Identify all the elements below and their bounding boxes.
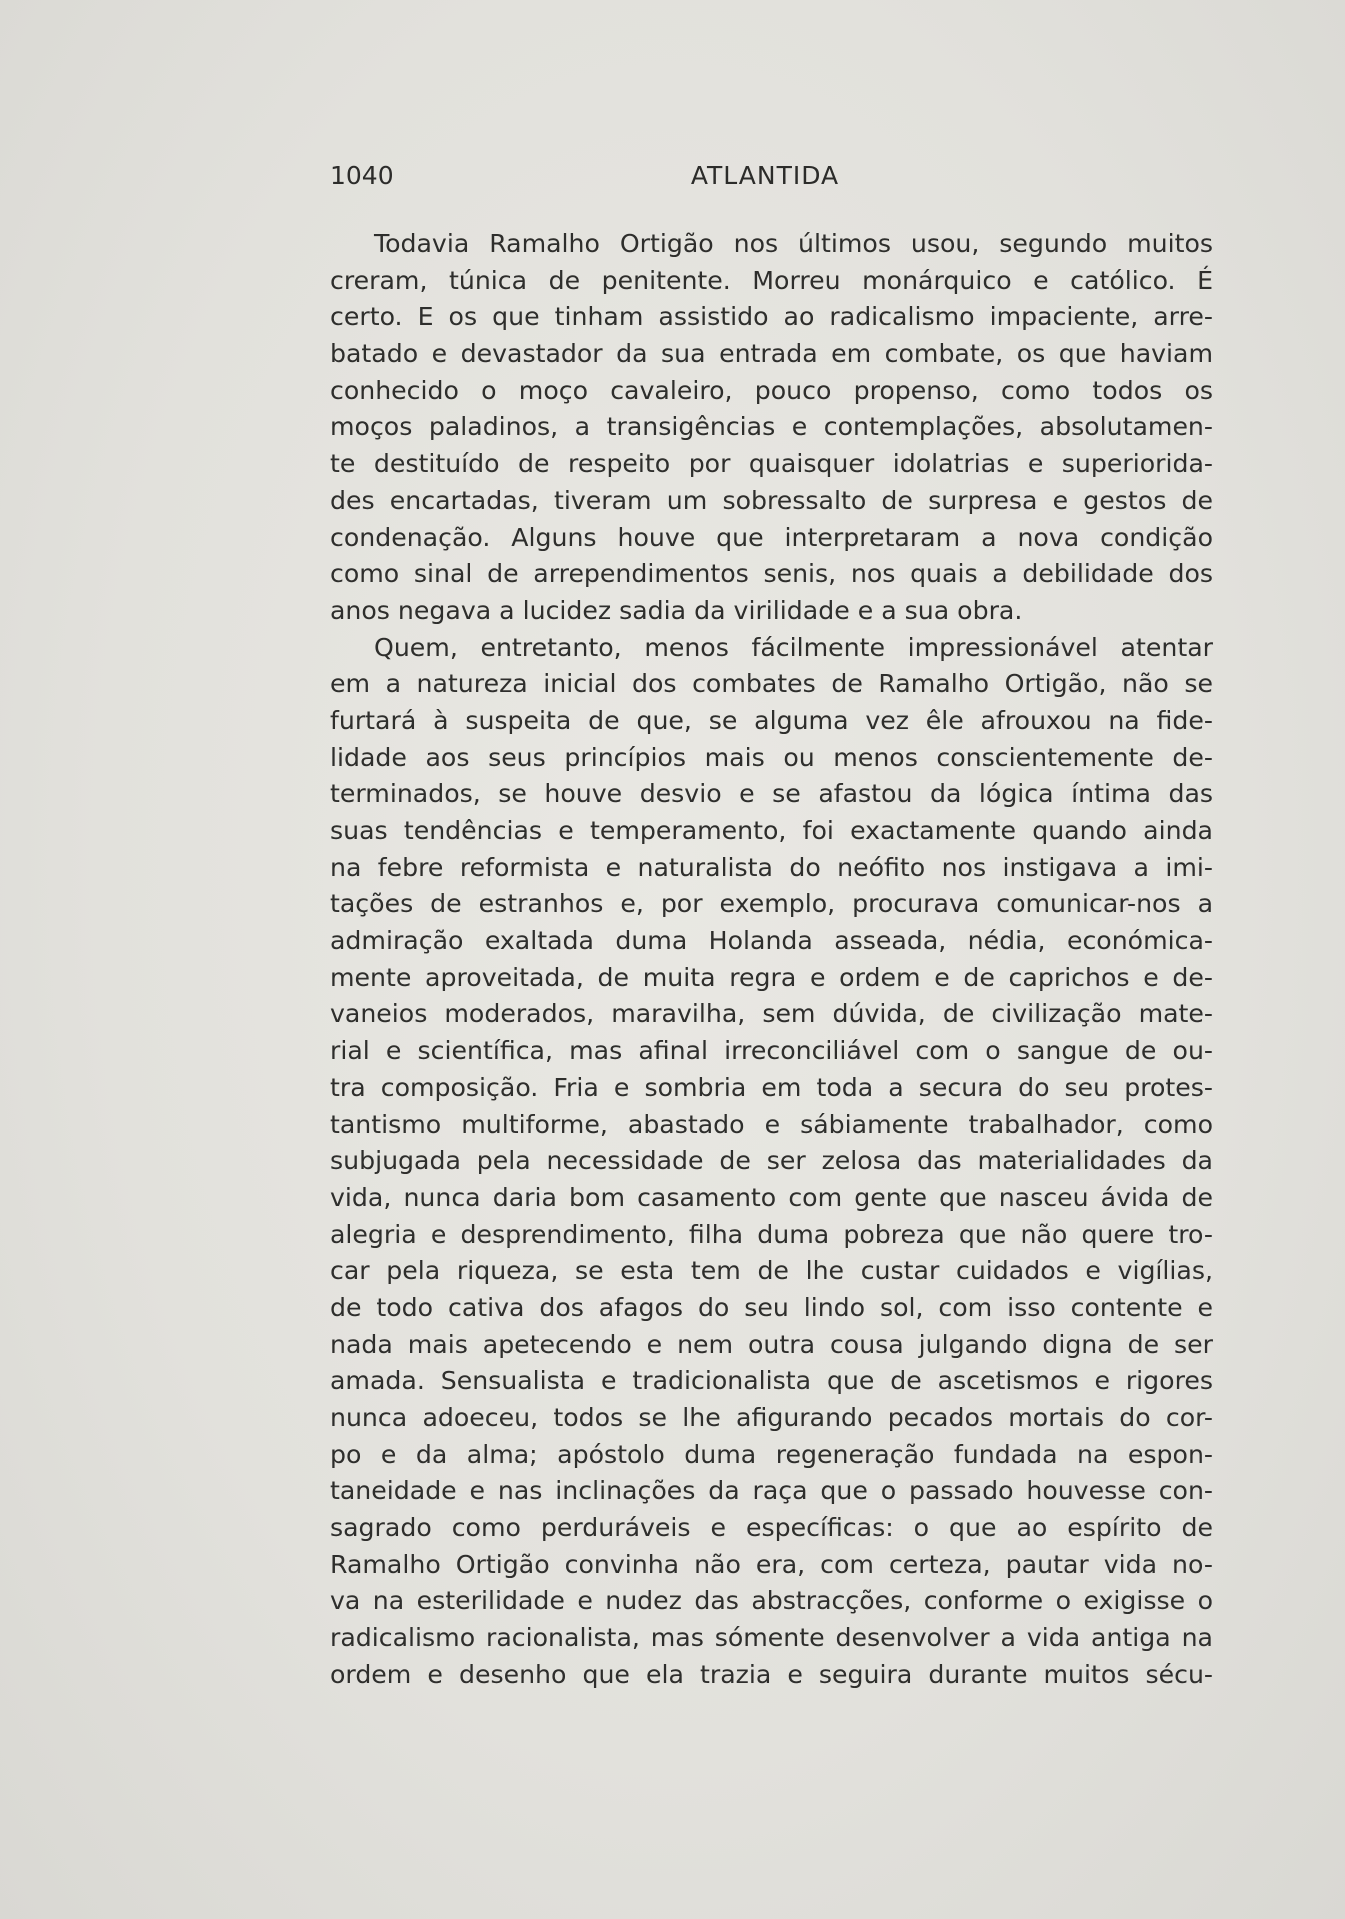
text-line: vida, nunca daria bom casamento com gente que nasceu ávida de <box>330 1182 1213 1212</box>
text-line: em a natureza inicial dos combates de Ramalho Ortigão, não se <box>330 669 1213 699</box>
text-line: subjugada pela necessidade de ser zelosa das materialidades da <box>330 1146 1213 1176</box>
text-line: suas tendências e temperamento, foi exactamente quando ainda <box>330 816 1213 845</box>
text-line: tantismo multiforme, abastado e sábiamente trabalhador, como <box>330 1109 1213 1139</box>
text-line: taneidade e nas inclinações da raça que o passado houvesse con- <box>330 1476 1213 1506</box>
text-line: va na esterilidade e nudez das abstracções, conforme o exigisse o <box>330 1586 1213 1616</box>
text-line: terminados, se houve desvio e se afastou da lógica íntima das <box>330 779 1213 809</box>
page-header <box>330 161 1200 195</box>
text-line: te destituído de respeito por quaisquer idolatrias e superiorida- <box>330 449 1213 479</box>
text-line: batado e devastador da sua entrada em combate, os que haviam <box>330 339 1213 369</box>
text-line: de todo cativa dos afagos do seu lindo sol, com isso contente e <box>330 1292 1213 1322</box>
text-line: condenação. Alguns houve que interpretaram a nova condição <box>330 522 1213 552</box>
running-title: ATLANTIDA <box>690 161 840 190</box>
page-number: 1040 <box>330 161 394 190</box>
text-line: Quem, entretanto, menos fácilmente impressionável atentar <box>374 632 1213 662</box>
text-line: na febre reformista e naturalista do neófito nos instigava a imi- <box>330 852 1213 882</box>
text-line: conhecido o moço cavaleiro, pouco propenso, como todos os <box>330 375 1213 405</box>
text-line: alegria e desprendimento, filha duma pobreza que não quere tro- <box>330 1219 1213 1249</box>
text-line: Ramalho Ortigão convinha não era, com certeza, pautar vida no- <box>330 1549 1213 1579</box>
text-line: sagrado como perduráveis e específicas: o que ao espírito de <box>330 1513 1213 1543</box>
text-line: amada. Sensualista e tradicionalista que de ascetismos e rigores <box>330 1366 1213 1396</box>
text-line: radicalismo racionalista, mas sómente desenvolver a vida antiga na <box>330 1623 1213 1653</box>
text-line: certo. E os que tinham assistido ao radicalismo impaciente, arre- <box>330 302 1213 332</box>
text-line: vaneios moderados, maravilha, sem dúvida, de civilização mate- <box>330 999 1213 1029</box>
text-line: nada mais apetecendo e nem outra cousa julgando digna de ser <box>330 1329 1213 1359</box>
text-line: ordem e desenho que ela trazia e seguira durante muitos sécu- <box>330 1659 1213 1689</box>
text-line: furtará à suspeita de que, se alguma vez êle afrouxou na fide- <box>330 705 1213 735</box>
text-line: creram, túnica de penitente. Morreu monárquico e católico. É <box>330 265 1213 295</box>
text-line: tra composição. Fria e sombria em toda a secura do seu protes- <box>330 1072 1213 1102</box>
text-line: car pela riqueza, se esta tem de lhe custar cuidados e vigílias, <box>330 1256 1213 1286</box>
text-line: des encartadas, tiveram um sobressalto de surpresa e gestos de <box>330 485 1213 515</box>
text-line: nunca adoeceu, todos se lhe afigurando pecados mortais do cor- <box>330 1403 1213 1432</box>
text-line: rial e scientífica, mas afinal irreconciliável com o sangue de ou- <box>330 1036 1213 1066</box>
text-line: Todavia Ramalho Ortigão nos últimos usou, segundo muitos <box>374 229 1213 258</box>
text-line: admiração exaltada duma Holanda asseada, nédia, económica- <box>330 926 1213 956</box>
text-line: mente aproveitada, de muita regra e ordem e de caprichos e de- <box>330 962 1213 992</box>
text-line: anos negava a lucidez sadia da virilidade e a sua obra. <box>330 595 1023 625</box>
text-line: lidade aos seus princípios mais ou menos conscientemente de- <box>330 742 1213 772</box>
text-line: como sinal de arrependimentos senis, nos quais a debilidade dos <box>330 559 1213 589</box>
text-line: po e da alma; apóstolo duma regeneração fundada na espon- <box>330 1439 1213 1469</box>
body-text <box>330 226 1213 1694</box>
text-line: moços paladinos, a transigências e contemplações, absolutamen- <box>330 412 1213 442</box>
text-line: tações de estranhos e, por exemplo, procurava comunicar-nos a <box>330 889 1213 919</box>
